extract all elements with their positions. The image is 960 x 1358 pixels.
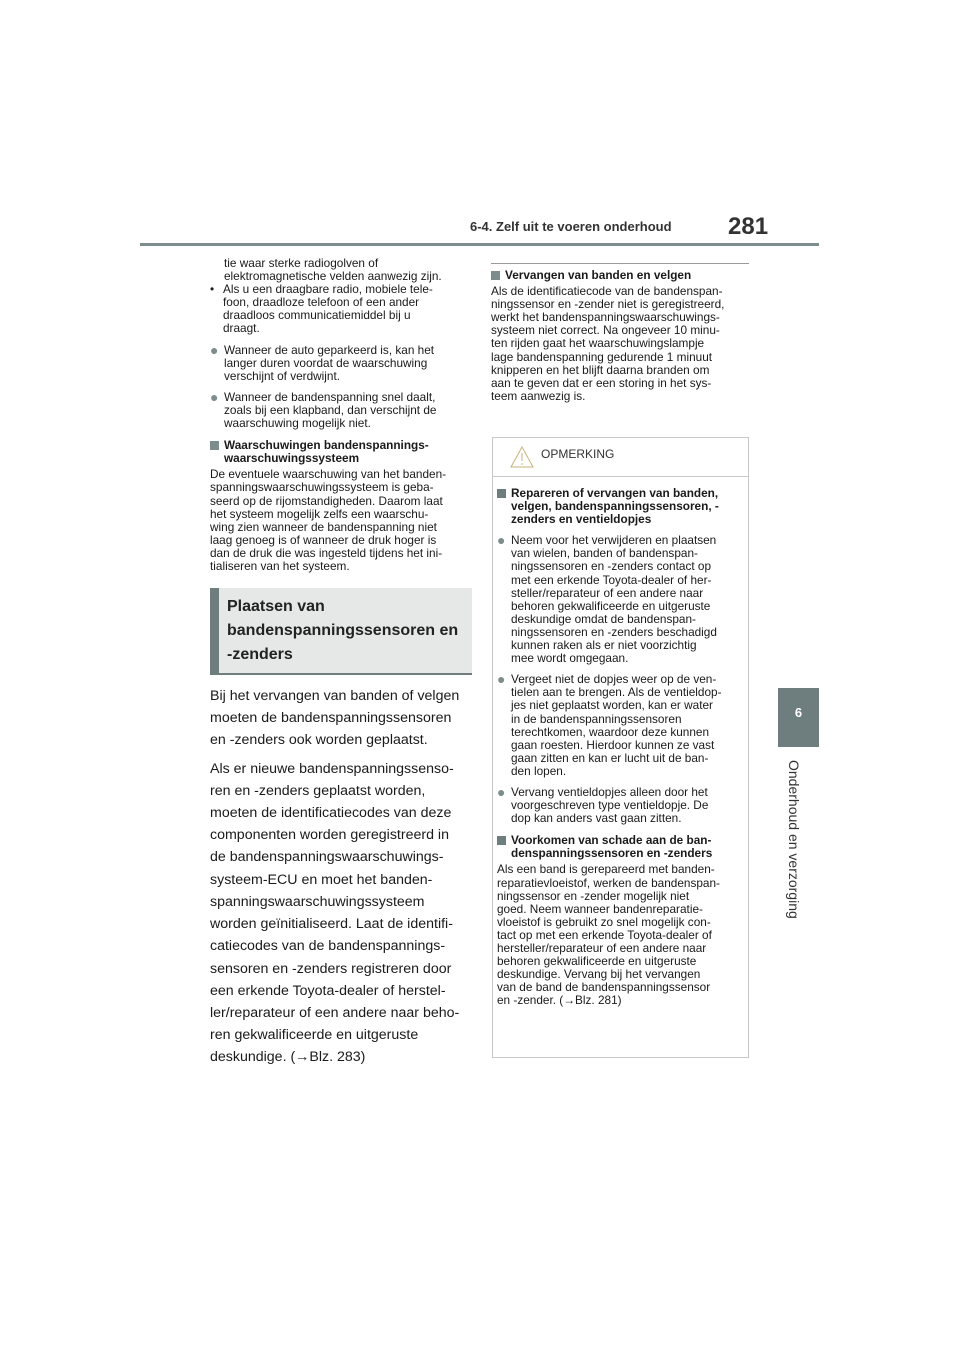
dot-bullet-icon: ●	[497, 671, 506, 688]
note-box	[492, 437, 749, 1058]
dot-item	[210, 388, 472, 431]
text-line: Als u een draagbare radio, mobiele tele-	[223, 282, 433, 297]
text-line: zenders en ventieldopjes	[511, 512, 652, 527]
text-line: spanningswaarschuwingssysteem is geba-	[210, 480, 434, 495]
text-line: werkt het bandenspanningswaarschuwings-	[491, 310, 720, 325]
subheading	[491, 269, 753, 282]
text-line: behoren gekwalificeerde en uitgeruste	[511, 598, 711, 613]
text-line: langer duren voordat de waarschuwing	[224, 355, 428, 370]
section-title: 6-4. Zelf uit te voeren onderhoud	[470, 219, 672, 234]
text-line: seerd op de rijomstandigheden. Daarom laat	[210, 493, 443, 508]
text-line: goed. Neem wanneer bandenreparatie-	[497, 901, 703, 916]
bullet-marker: •	[210, 282, 215, 297]
text-line: van de band de bandenspanningssensor	[497, 980, 711, 995]
text-line: deskundige. Vervang bij het vervangen	[497, 967, 701, 982]
text-line: Als de identificatiecode van de bandenspan-	[491, 284, 723, 299]
text-line: en -zenders ook worden geplaatst.	[210, 732, 428, 749]
text-line: met een erkende Toyota-dealer of her-	[511, 572, 712, 587]
text-line: Vervang ventieldopjes alleen door het	[511, 784, 708, 799]
square-bullet-icon	[491, 271, 500, 280]
text-line: Als een band is gerepareerd met banden-	[497, 862, 715, 877]
text-line: draadloos communicatiemiddel bij u	[223, 308, 411, 323]
paragraph	[210, 685, 472, 752]
text-line: zoals bij een klapband, dan verschijnt de	[224, 402, 437, 417]
text-line: vloeistof is gebruikt zo snel mogelijk con-	[497, 914, 711, 929]
dot-bullet-icon: ●	[210, 341, 219, 358]
text-line: voorgeschreven type ventieldopje. De	[511, 798, 709, 813]
heading-line: bandenspanningssensoren en	[227, 622, 459, 640]
text-line: hersteller/reparateur of een andere naar	[497, 941, 707, 955]
text-line: ler/reparateur of een andere naar beho-	[210, 1004, 460, 1021]
text-line: het systeem mogelijk zelfs een waarschu-	[210, 506, 429, 521]
heading-line: -zenders	[227, 646, 293, 664]
dot-item	[210, 341, 472, 383]
text-line: jes niet geplaatst worden, kan er water	[511, 698, 713, 713]
heading-line: Plaatsen van	[227, 598, 325, 616]
text-line: denspanningssensoren en -zenders	[511, 846, 713, 861]
subheading	[497, 834, 743, 860]
text-line: steller/reparateur of een andere naar	[511, 585, 704, 600]
text-line: worden geïnitialiseerd. Laat de identifi-	[210, 916, 453, 933]
note-body	[493, 487, 748, 1007]
subheading	[210, 439, 472, 465]
text-line: tielen aan te brengen. Als de ventieldop-	[511, 685, 722, 700]
chapter-label: Onderhoud en verzorging	[786, 760, 802, 919]
text-line: dop kan anders vast gaan zitten.	[511, 811, 682, 826]
page-number: 281	[728, 213, 769, 240]
text-line: ningssensoren en -zenders beschadigd	[511, 624, 717, 639]
text-line: systeem-ECU en moet het banden-	[210, 871, 433, 888]
text-line: foon, draadloze telefoon of een ander	[223, 295, 420, 310]
text-line: kunnen raken als er niet voorzichtig	[511, 638, 697, 653]
text-line: aan te geven dat er een storing in het sys-	[491, 375, 712, 390]
text-line: laag genoeg is of wanneer de druk hoger is	[210, 532, 437, 547]
warning-triangle-icon	[510, 446, 534, 468]
text-line: ren en -zenders geplaatst worden,	[210, 782, 426, 799]
text-line: tialiseren van het systeem.	[210, 558, 350, 573]
text-line: velgen, bandenspanningssensoren, -	[511, 499, 719, 514]
continued-text	[210, 257, 472, 283]
text-line: lage bandenspanning gedurende 1 minuut	[491, 349, 713, 364]
text-line: in de bandenspanningssensoren	[511, 711, 682, 726]
dot-item	[497, 673, 743, 778]
dot-item	[497, 783, 743, 826]
text-line: mee wordt omgegaan.	[511, 651, 629, 666]
chapter-number: 6	[794, 705, 803, 720]
text-line: terechtkomen, waardoor deze kunnen	[511, 724, 710, 739]
text-line: catiecodes van de bandenspannings-	[210, 938, 446, 955]
chapter-tab	[778, 688, 819, 747]
text-line: De eventuele waarschuwing van het banden-	[210, 467, 447, 482]
text-line: elektromagnetische velden aanwezig zijn.	[224, 269, 442, 284]
text-line: componenten worden geregistreerd in	[210, 827, 449, 844]
text-line: Vervangen van banden en velgen	[505, 268, 692, 282]
left-column	[210, 257, 472, 1069]
text-line: Wanneer de bandenspanning snel daalt,	[224, 389, 436, 404]
text-line: Voorkomen van schade aan de ban-	[511, 833, 712, 848]
text-line: waarschuwing mogelijk niet.	[224, 416, 371, 431]
text-line: Vergeet niet de dopjes weer op de ven-	[511, 672, 717, 687]
text-line: Neem voor het verwijderen en plaatsen	[511, 533, 717, 548]
text-line: behoren gekwalificeerde en uitgeruste	[497, 954, 697, 969]
paragraph	[491, 285, 753, 403]
text-line: tact op met een erkende Toyota-dealer of	[497, 927, 712, 942]
dot-item	[497, 534, 743, 665]
text-line: den lopen.	[511, 763, 567, 778]
paragraph	[210, 468, 472, 573]
text-line: ningssensor en -zender mogelijk niet	[497, 888, 690, 903]
text-line: gaan roesten. Hierdoor kunnen ze vast	[511, 737, 715, 752]
dot-bullet-icon: ●	[210, 388, 219, 405]
right-column	[491, 264, 753, 403]
text-line: ningssensor en -zender niet is geregistreerd,	[491, 297, 725, 312]
header-rule	[140, 243, 819, 246]
text-line: ren gekwalificeerde en uitgeruste	[210, 1027, 419, 1044]
text-line: gaan zitten en kan er lucht uit de ban-	[511, 750, 709, 765]
dot-bullet-icon: ●	[497, 783, 506, 800]
section-heading	[210, 588, 472, 675]
page-reference[interactable]: deskundige. (→Blz. 283)	[210, 1049, 366, 1066]
text-line: een erkende Toyota-dealer of herstel-	[210, 982, 446, 999]
bullet-item	[210, 283, 472, 335]
text-line: van wielen, banden of bandenspan-	[511, 546, 698, 561]
text-line: sensoren en -zenders registreren door	[210, 960, 452, 977]
text-line: systeem niet correct. Na ongeveer 10 minu-	[491, 323, 720, 338]
paragraph	[210, 758, 472, 1069]
dot-bullet-icon: ●	[497, 532, 506, 549]
text-line: teem aanwezig is.	[491, 388, 586, 403]
text-line: Als er nieuwe bandenspanningssenso-	[210, 760, 454, 777]
square-bullet-icon	[497, 489, 506, 498]
text-line: Repareren of vervangen van banden,	[511, 486, 719, 500]
square-bullet-icon	[497, 836, 506, 845]
text-line: reparatievloeistof, werken de bandenspan-	[497, 875, 720, 890]
text-line: verschijnt of verdwijnt.	[224, 368, 341, 383]
note-header	[493, 438, 748, 477]
paragraph	[497, 863, 743, 1007]
text-line: waarschuwingssysteem	[224, 451, 360, 466]
text-line: dan de druk die was ingesteld tijdens het ini-	[210, 545, 443, 560]
text-line: moeten de bandenspanningssensoren	[210, 710, 452, 727]
subheading	[497, 487, 743, 526]
text-line: wing zien wanneer de bandenspanning niet	[210, 519, 437, 534]
note-label: OPMERKING	[541, 447, 615, 461]
text-line: deskundige omdat de bandenspan-	[511, 611, 696, 626]
text-line: moeten de identificatiecodes van deze	[210, 805, 452, 822]
text-line: de bandenspanningswaarschuwings-	[210, 849, 444, 866]
text-line: ten rijden gaat het waarschuwingslampje	[491, 336, 705, 351]
text-line: Bij het vervangen van banden of velgen	[210, 688, 460, 705]
text-line: ningssensoren en -zenders contact op	[511, 559, 712, 574]
text-line: Waarschuwingen bandenspannings-	[224, 438, 429, 453]
text-line: Wanneer de auto geparkeerd is, kan het	[224, 342, 435, 357]
text-line: tie waar sterke radiogolven of	[224, 256, 379, 270]
text-line: knipperen en het blijft daarna branden om	[491, 362, 710, 377]
page-reference[interactable]: en -zender. (→Blz. 281)	[497, 993, 622, 1008]
text-line: spanningswaarschuwingssysteem	[210, 893, 425, 910]
square-bullet-icon	[210, 441, 219, 450]
text-line: draagt.	[223, 321, 260, 336]
